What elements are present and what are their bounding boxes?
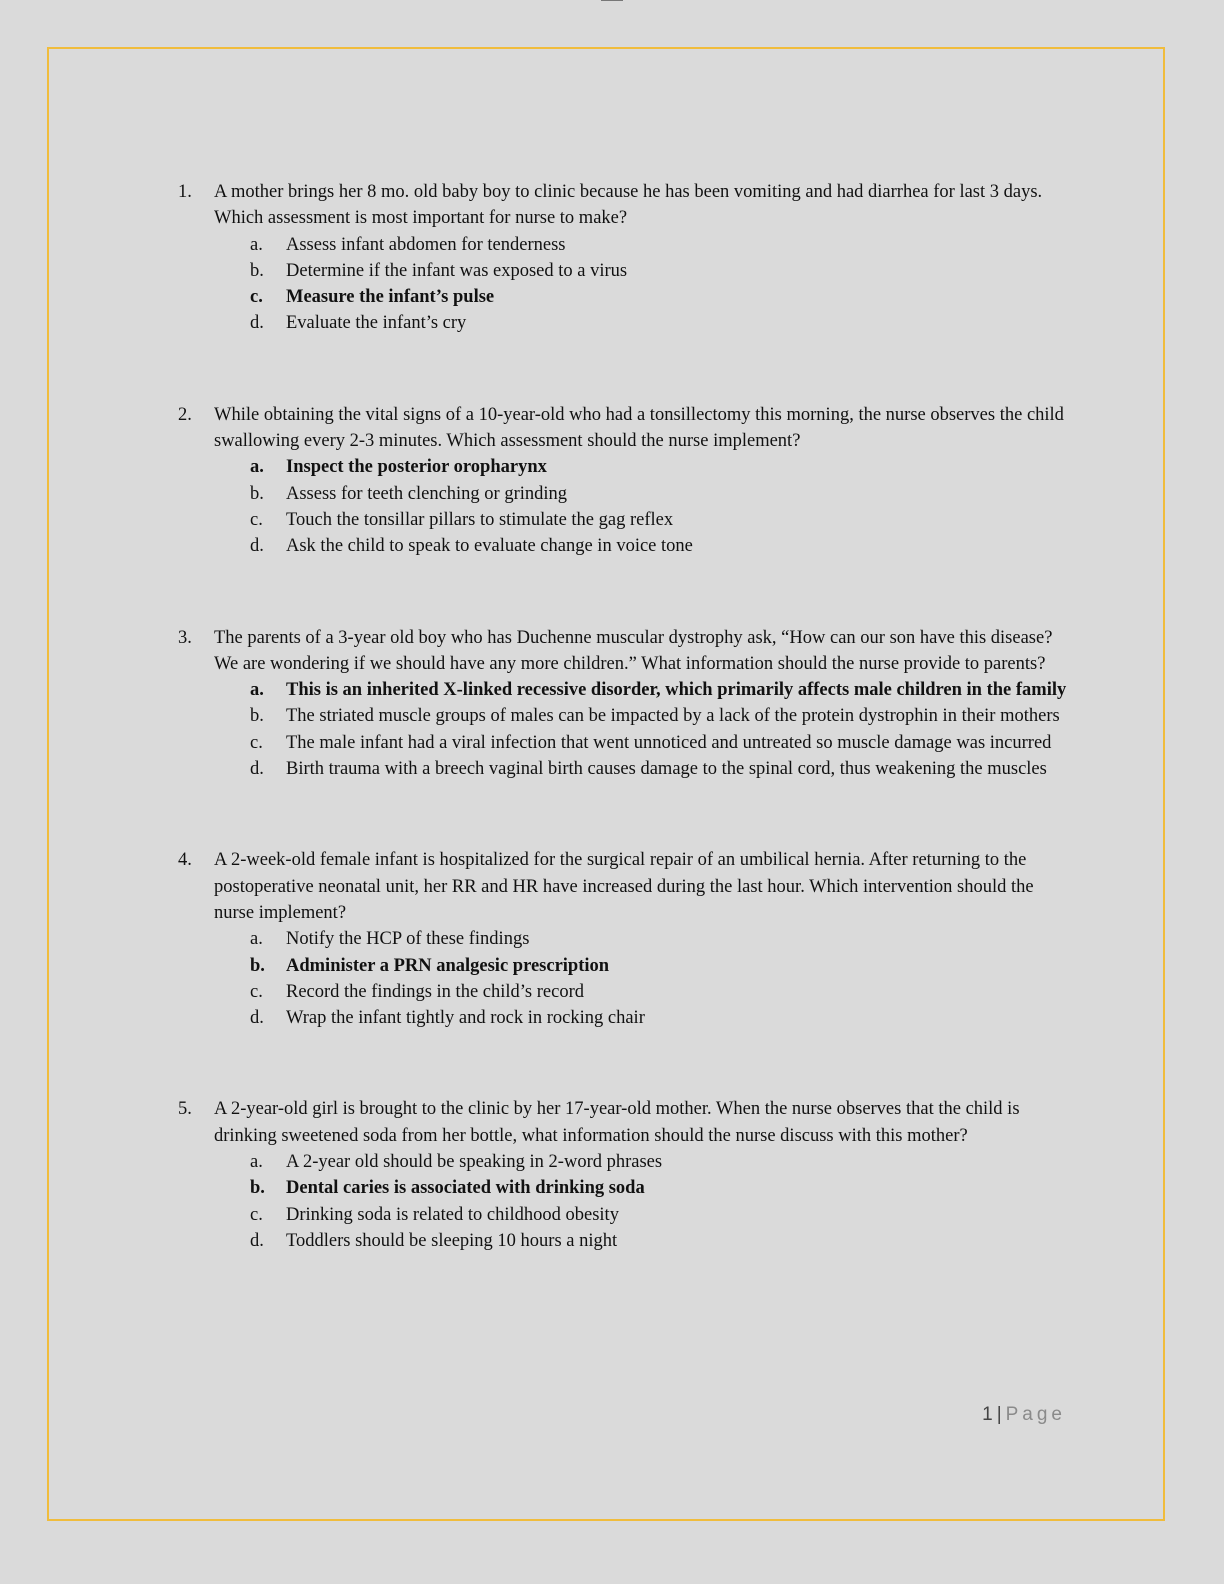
- option-d: [178, 756, 1068, 782]
- answer-options: [178, 1149, 1068, 1254]
- question-number: 3.: [178, 627, 192, 648]
- option-text: Assess infant abdomen for tenderness: [286, 234, 566, 255]
- option-letter: a.: [250, 680, 264, 701]
- option-d: [178, 1005, 1068, 1031]
- option-text: Measure the infant’s pulse: [286, 287, 495, 308]
- option-text: The male infant had a viral infection that went unnoticed and untreated so muscle damage was incurred: [286, 732, 1052, 753]
- option-text: Evaluate the infant’s cry: [286, 313, 467, 334]
- option-b-correct: [178, 953, 1068, 979]
- option-d: [178, 533, 1068, 559]
- option-c-correct: [178, 284, 1068, 310]
- question-number: 1.: [178, 182, 192, 202]
- option-letter: a.: [250, 1152, 263, 1173]
- question-text: A mother brings her 8 mo. old baby boy to clinic because he has been vomiting and had diarrhea for last 3 days. Which assessment is most important for nurse to make?: [214, 182, 1043, 229]
- option-letter: b.: [250, 955, 265, 976]
- option-text: Record the findings in the child’s record: [286, 981, 584, 1002]
- option-text: A 2-year old should be speaking in 2-word phrases: [286, 1152, 663, 1173]
- option-text: Assess for teeth clenching or grinding: [286, 483, 568, 504]
- question-2: [178, 402, 1068, 560]
- question-list: [178, 179, 1068, 1254]
- answer-options: [178, 926, 1068, 1031]
- option-letter: b.: [250, 260, 264, 281]
- question-number: 2.: [178, 404, 192, 425]
- question-number: 5.: [178, 1099, 192, 1120]
- option-d: [178, 310, 1068, 336]
- footer-separator: |: [996, 1404, 1002, 1425]
- option-letter: c.: [250, 732, 263, 753]
- option-b: [178, 703, 1068, 729]
- option-b-correct: [178, 1175, 1068, 1201]
- option-text: Ask the child to speak to evaluate change in voice tone: [286, 536, 693, 557]
- option-text: Notify the HCP of these findings: [286, 929, 530, 950]
- page-label: Page: [1005, 1404, 1066, 1425]
- option-text: Dental caries is associated with drinking soda: [286, 1178, 645, 1199]
- option-text: The striated muscle groups of males can be impacted by a lack of the protein dystrophin in their mothers: [286, 706, 1060, 727]
- option-letter: a.: [250, 929, 263, 950]
- option-a-correct: [178, 454, 1068, 480]
- option-text: Drinking soda is related to childhood obesity: [286, 1204, 619, 1225]
- option-text: Determine if the infant was exposed to a virus: [286, 260, 628, 281]
- option-letter: d.: [250, 1230, 264, 1251]
- option-letter: c.: [250, 287, 263, 308]
- option-a: [178, 926, 1068, 952]
- option-text: Touch the tonsillar pillars to stimulate the gag reflex: [286, 509, 674, 530]
- option-letter: d.: [250, 313, 264, 334]
- question-text: While obtaining the vital signs of a 10-year-old who had a tonsillectomy this morning, the nurse observes the child swallowing every 2-3 minutes. Which assessment should the nurse implement?: [214, 404, 1064, 452]
- option-letter: a.: [250, 457, 264, 478]
- question-text: A 2-year-old girl is brought to the clinic by her 17-year-old mother. When the nurse observes that the child is drinking sweetened soda from her bottle, what information should the nurse discuss with this mother?: [214, 1099, 1020, 1146]
- question-4: [178, 847, 1068, 1031]
- option-letter: b.: [250, 1178, 265, 1199]
- option-letter: a.: [250, 234, 263, 255]
- option-letter: d.: [250, 1008, 264, 1029]
- answer-options: [178, 454, 1068, 559]
- option-c: [178, 979, 1068, 1005]
- option-c: [178, 1202, 1068, 1228]
- option-a: [178, 232, 1068, 258]
- option-text: Toddlers should be sleeping 10 hours a night: [286, 1230, 618, 1251]
- option-letter: b.: [250, 483, 264, 504]
- option-b: [178, 481, 1068, 507]
- option-text: Wrap the infant tightly and rock in rocking chair: [286, 1008, 645, 1029]
- question-number: 4.: [178, 850, 192, 871]
- option-letter: d.: [250, 759, 264, 780]
- question-5: [178, 1096, 1068, 1254]
- option-letter: b.: [250, 706, 264, 727]
- option-d: [178, 1228, 1068, 1254]
- option-a: [178, 1149, 1068, 1175]
- option-b: [178, 258, 1068, 284]
- option-a-correct: [178, 677, 1068, 703]
- option-text: Birth trauma with a breech vaginal birth causes damage to the spinal cord, thus weakening the muscles: [286, 759, 1047, 780]
- option-letter: c.: [250, 981, 263, 1002]
- header-mark: [601, 0, 623, 3]
- option-text: Inspect the posterior oropharynx: [286, 457, 547, 478]
- option-letter: c.: [250, 509, 263, 530]
- page-footer: [982, 1404, 1066, 1426]
- option-text: This is an inherited X-linked recessive disorder, which primarily affects male children in the family: [286, 680, 1067, 701]
- answer-options: [178, 232, 1068, 337]
- question-text: The parents of a 3-year old boy who has Duchenne muscular dystrophy ask, “How can our son have this disease? We are wondering if we should have any more children.” What information should the nurse provide to parents?: [214, 627, 1053, 674]
- question-text: A 2-week-old female infant is hospitalized for the surgical repair of an umbilical hernia. After returning to the postoperative neonatal unit, her RR and HR have increased during the last hour. Which intervention should the nurse implement?: [214, 850, 1034, 923]
- answer-options: [178, 677, 1068, 782]
- page-number: 1: [982, 1404, 993, 1425]
- option-letter: c.: [250, 1204, 263, 1225]
- question-3: [178, 625, 1068, 783]
- option-text: Administer a PRN analgesic prescription: [286, 955, 610, 976]
- option-c: [178, 730, 1068, 756]
- option-letter: d.: [250, 536, 264, 557]
- question-1: [178, 179, 1068, 337]
- option-c: [178, 507, 1068, 533]
